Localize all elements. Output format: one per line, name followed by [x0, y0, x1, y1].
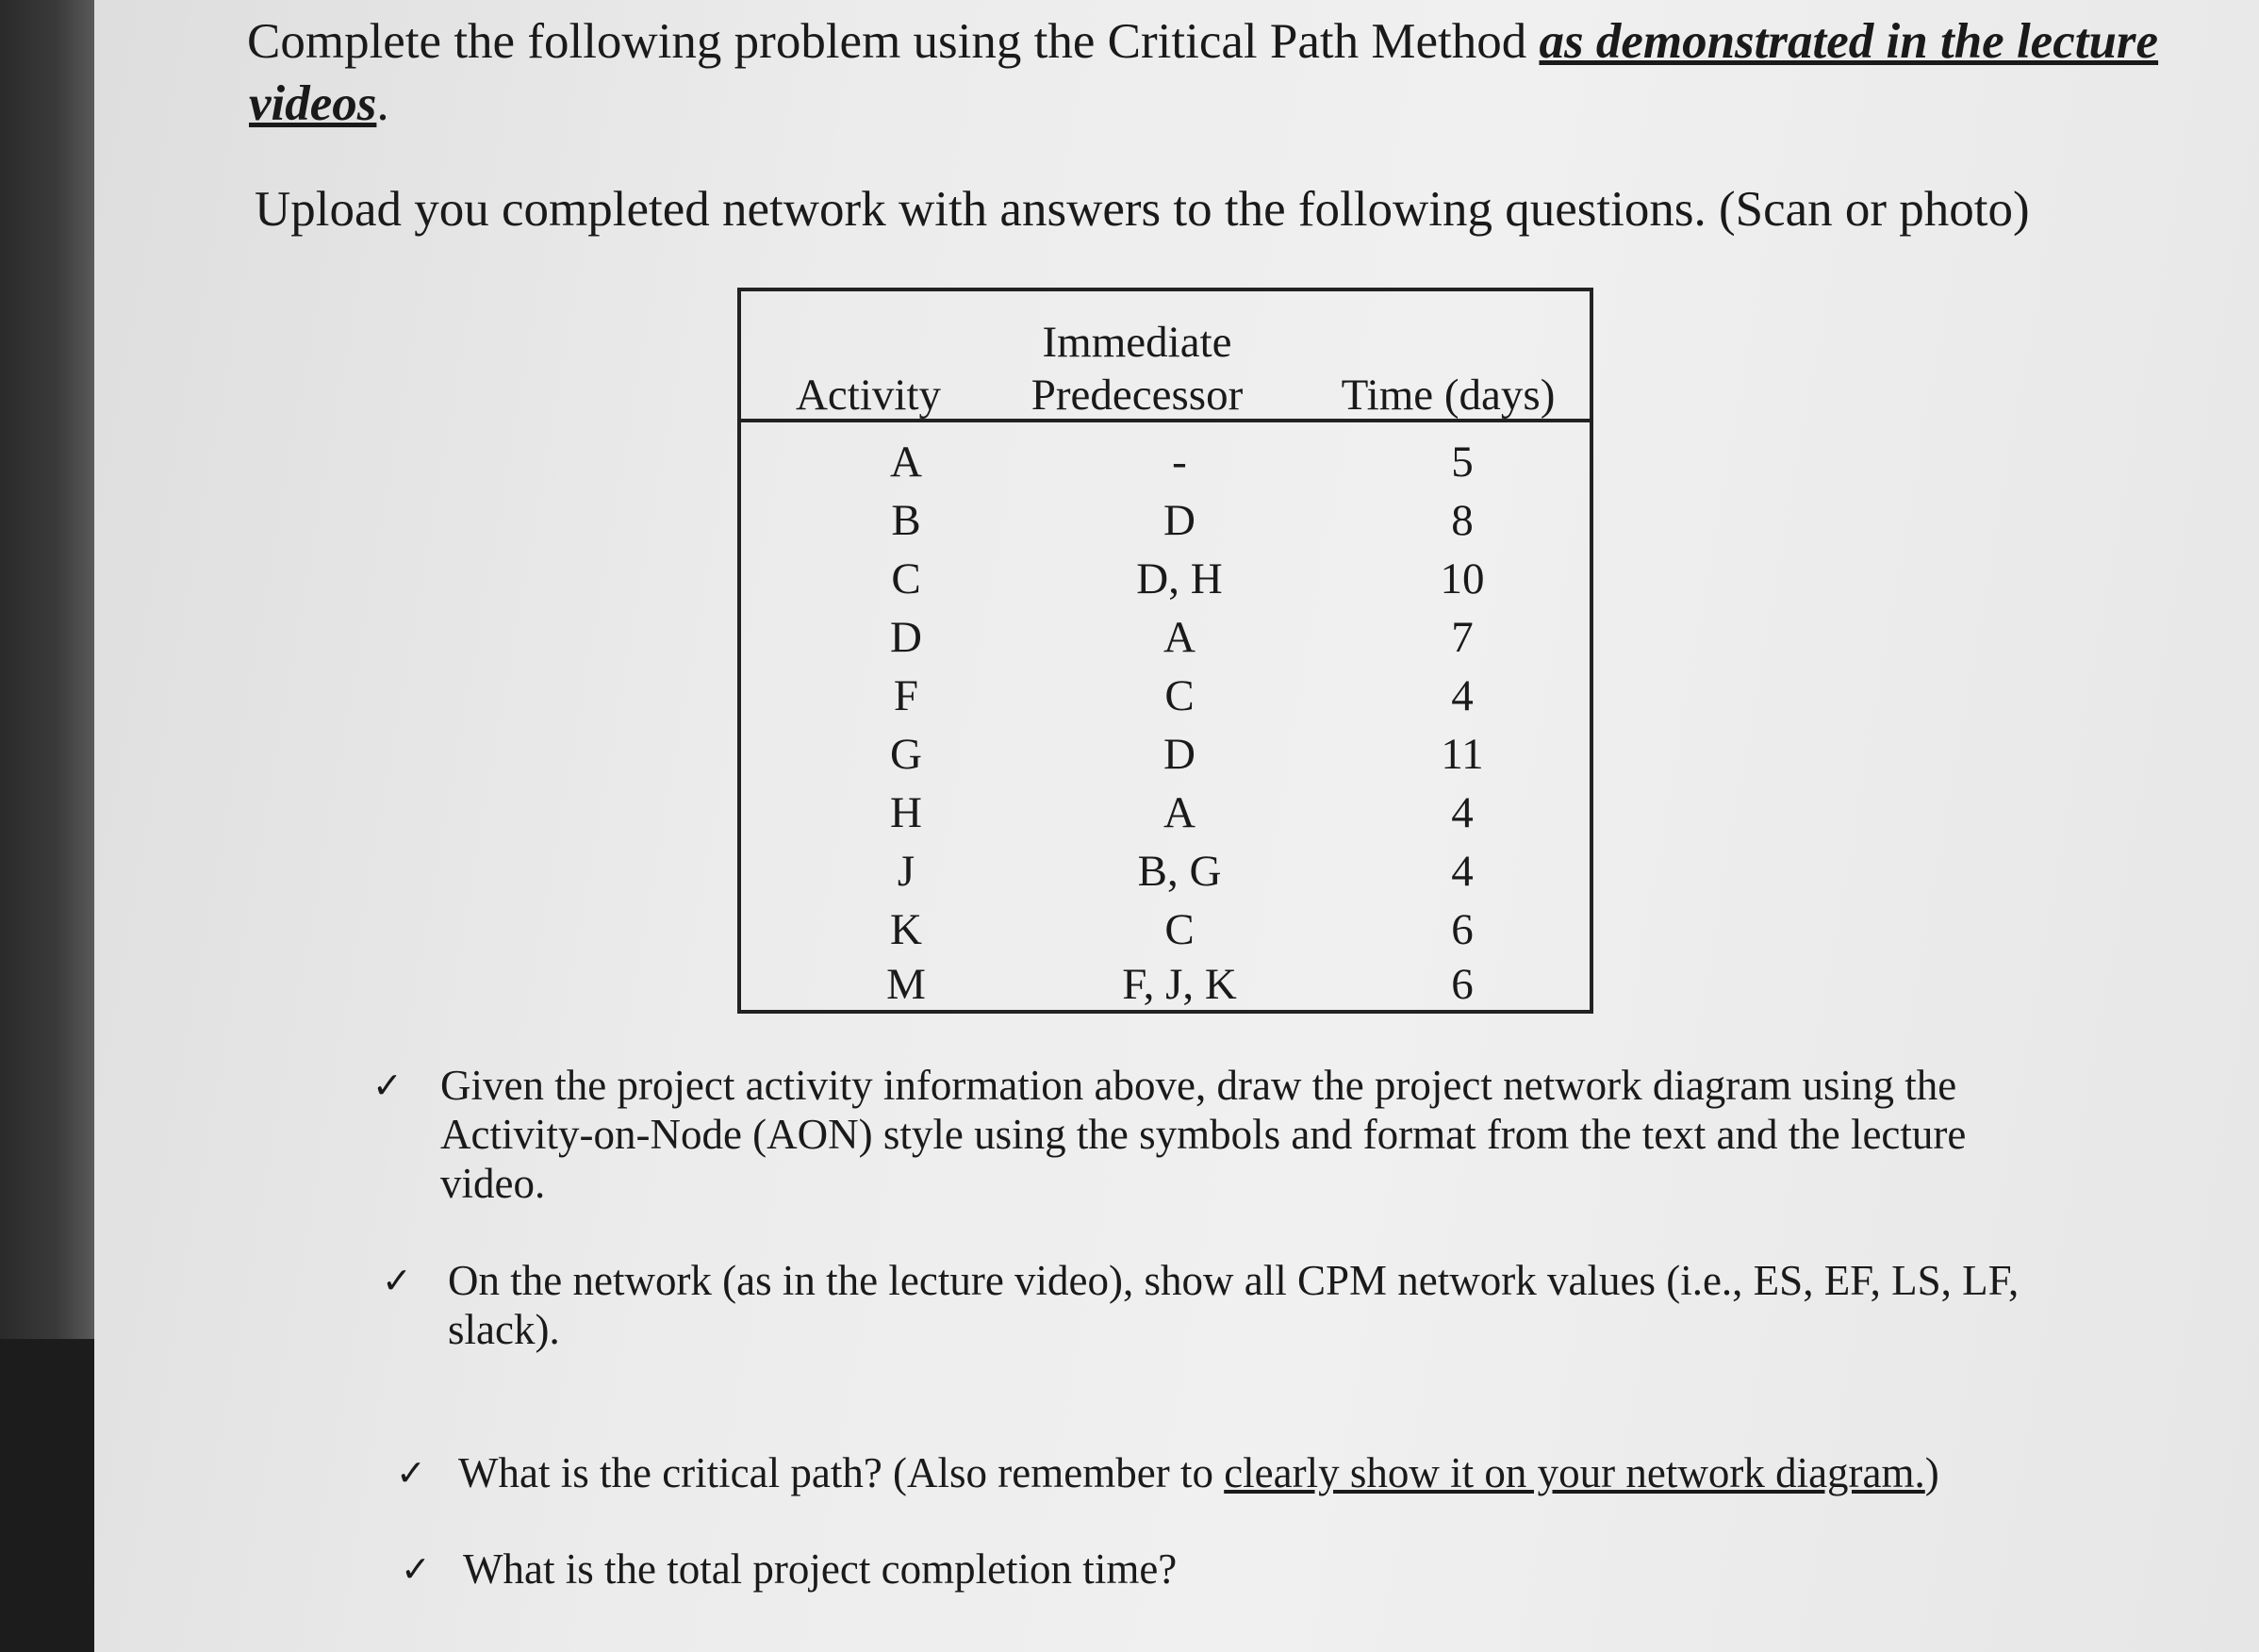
predecessor-cell: D — [1163, 730, 1195, 779]
table-row — [741, 433, 1590, 491]
predecessor-cell: C — [1164, 905, 1195, 954]
table-row — [741, 491, 1590, 550]
time-cell: 8 — [1451, 496, 1474, 545]
screen-bezel-shadow — [0, 1339, 94, 1652]
time-cell: 4 — [1451, 671, 1474, 720]
table-row — [741, 608, 1590, 667]
table-row — [741, 900, 1590, 959]
activity-cell: K — [890, 905, 922, 954]
predecessor-cell: B, G — [1137, 847, 1222, 896]
intro-emphasis: as demonstrated in the lecture — [1539, 14, 2159, 69]
predecessor-cell: D, H — [1136, 554, 1223, 603]
checkmark-icon: ✓ — [372, 1065, 403, 1106]
time-cell: 7 — [1451, 613, 1474, 662]
time-cell: 6 — [1451, 905, 1474, 954]
predecessor-cell: A — [1163, 613, 1195, 662]
table-row — [741, 725, 1590, 784]
activity-cell: B — [891, 496, 921, 545]
predecessor-cell: - — [1172, 438, 1187, 487]
predecessor-cell: D — [1163, 496, 1195, 545]
intro-line-1 — [247, 13, 2158, 70]
activity-cell: D — [890, 613, 922, 662]
intro-period: . — [376, 76, 389, 131]
table-row — [741, 550, 1590, 608]
time-cell: 4 — [1451, 847, 1474, 896]
predecessor-cell: C — [1164, 671, 1195, 720]
table-row — [741, 955, 1590, 1014]
table-row — [741, 842, 1590, 900]
activity-cell: A — [890, 438, 922, 487]
header-activity: Activity — [795, 371, 942, 420]
critical-path-emphasis: clearly show it on your network diagram. — [1224, 1449, 1925, 1496]
predecessor-cell: A — [1163, 788, 1195, 837]
intro-text: Complete the following problem using the Critical Path Method — [247, 14, 1540, 69]
header-predecessor-line1: Immediate — [1042, 318, 1232, 367]
header-time: Time (days) — [1341, 371, 1556, 420]
critical-path-close: ) — [1924, 1449, 1939, 1496]
activity-cell: H — [890, 788, 922, 837]
time-cell: 5 — [1451, 438, 1474, 487]
checklist-text — [458, 1448, 2061, 1497]
table-row — [741, 784, 1590, 842]
checklist-text: Given the project activity information above, draw the project network diagram using the Activity-on-Node (AON) style using the symbols and format from the text and the lecture video. — [440, 1062, 1967, 1207]
intro-emphasis-cont: videos — [249, 76, 377, 131]
time-cell: 10 — [1440, 554, 1485, 603]
header-predecessor-line2: Predecessor — [1031, 371, 1244, 420]
critical-path-question: What is the critical path? (Also remember to — [458, 1449, 1225, 1496]
activity-cell: J — [897, 847, 915, 896]
time-cell: 11 — [1441, 730, 1484, 779]
checklist-text: What is the total project completion time? — [463, 1545, 1178, 1593]
predecessor-cell: F, J, K — [1122, 960, 1237, 1009]
activity-cell: F — [893, 671, 919, 720]
activity-table — [737, 288, 1593, 1014]
checkmark-icon: ✓ — [401, 1548, 431, 1590]
time-cell: 6 — [1451, 960, 1474, 1009]
checkmark-icon: ✓ — [396, 1452, 426, 1494]
table-row — [741, 667, 1590, 725]
activity-cell: M — [886, 960, 926, 1009]
checklist-text: On the network (as in the lecture video), show all CPM network values (i.e., ES, EF, LS, LF, slack). — [448, 1257, 2020, 1353]
upload-instructions: Upload you completed network with answers to the following questions. (Scan or photo) — [255, 182, 2030, 237]
time-cell: 4 — [1451, 788, 1474, 837]
header-divider — [741, 419, 1590, 422]
intro-line-2 — [249, 75, 389, 132]
header-predecessor — [1024, 316, 1250, 421]
activity-cell: G — [890, 730, 922, 779]
checkmark-icon: ✓ — [382, 1260, 412, 1301]
activity-cell: C — [891, 554, 921, 603]
